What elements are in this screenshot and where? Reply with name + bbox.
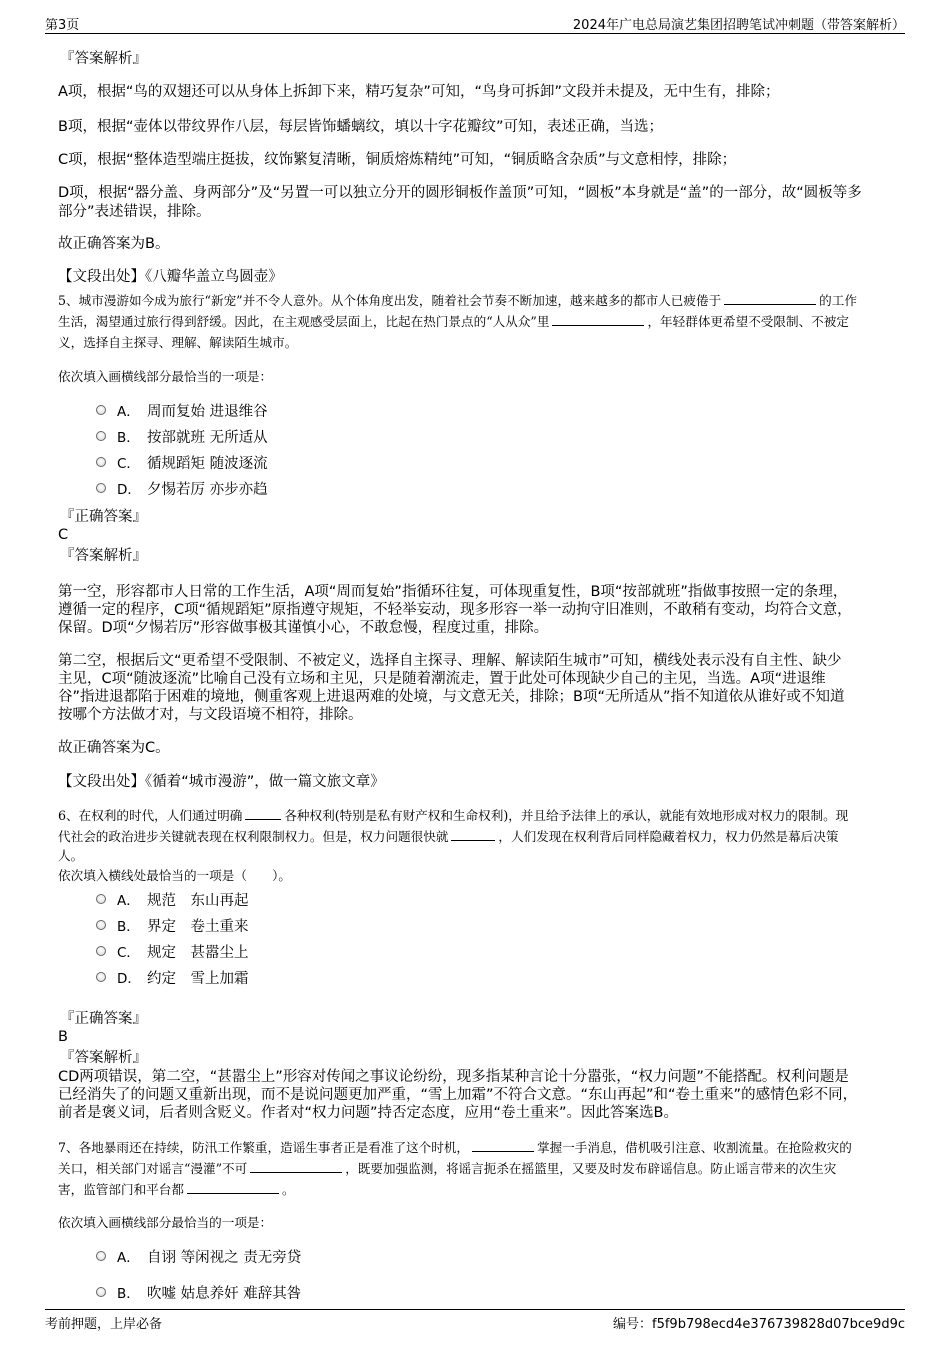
footer-divider — [45, 1309, 905, 1310]
q6-prompt: 依次填入横线处最恰当的一项是（ ）。 — [58, 868, 291, 883]
q4-source: 【文段出处】《八瓣华盖立鸟圆壶》 — [58, 269, 283, 285]
radio-icon[interactable] — [96, 1251, 106, 1261]
q5-para2-line1: 第二空，根据后文“更希望不受限制、不被定义，选择自主探寻、理解、解读陌生城市”可知，横线处表示没有自主性、缺少 — [58, 653, 842, 669]
q6-option-b[interactable]: B． 界定 卷土重来 — [96, 915, 249, 935]
q4-analysis-c: C项，根据“整体造型端庄挺拔，纹饰繁复清晰，铜质熔炼精纯”可知，“铜质略含杂质”与文意相悖，排除； — [58, 152, 737, 168]
q7-blank-3 — [187, 1181, 279, 1194]
q4-analysis-b: B项，根据“壶体以带纹界作八层，每层皆饰蟠螭纹，填以十字花瓣纹”可知，表述正确，当选； — [58, 119, 663, 135]
q5-stem-line1: 5、城市漫游如今成为旅行“新宠”并不令人意外。从个体角度出发，随着社会节奏不断加速，越来越多的都市人已疲倦于 的工作 — [58, 293, 857, 308]
radio-icon[interactable] — [96, 946, 106, 956]
q5-para1-line2: 遵循一定的程序，C项“循规蹈矩”原指遵守规矩，不轻举妄动，现多形容一举一动拘守旧准则，不敢稍有变动，均符合文意， — [58, 602, 852, 618]
radio-icon[interactable] — [96, 483, 106, 493]
q6-stem-line2: 代社会的政治进步关键就表现在权利限制权力。但是，权力问题很快就 ，人们发现在权利背后同样隐藏着权力，权力仍然是幕后决策 — [58, 829, 839, 844]
q5-prompt: 依次填入画横线部分最恰当的一项是： — [58, 369, 273, 384]
q5-conclusion: 故正确答案为C。 — [58, 740, 170, 756]
q6-analysis-label: 『答案解析』 — [60, 1050, 147, 1066]
page-number: 第3页 — [45, 18, 80, 33]
q7-blank-1 — [472, 1139, 534, 1152]
radio-icon[interactable] — [96, 894, 106, 904]
q6-stem-line3: 人。 — [58, 848, 84, 863]
q5-option-b[interactable]: B． 按部就班 无所适从 — [96, 426, 268, 446]
q6-correct-label: 『正确答案』 — [60, 1011, 147, 1027]
q6-analysis-line2: 已经消失了的问题又重新出现，而不是说问题更加严重，“雪上加霜”不符合文意。“东山再起”和“卷土重来”的感情色彩不同， — [58, 1087, 858, 1103]
q6-blank-1 — [245, 807, 281, 820]
q6-correct-answer: B — [58, 1029, 68, 1045]
q7-blank-2 — [250, 1160, 342, 1173]
q7-option-b[interactable]: B． 吹嘘 姑息养奸 难辞其咎 — [96, 1282, 301, 1302]
q6-option-a[interactable]: A． 规范 东山再起 — [96, 889, 249, 909]
q6-blank-2 — [451, 828, 495, 841]
q5-blank-1 — [724, 292, 816, 305]
q5-correct-answer: C — [58, 527, 69, 543]
footer-slogan: 考前押题，上岸必备 — [45, 1317, 163, 1332]
footer-code: 编号：f5f9b798ecd4e376739828d07bce9d9c — [612, 1317, 905, 1332]
q5-correct-label: 『正确答案』 — [60, 509, 147, 525]
radio-icon[interactable] — [96, 972, 106, 982]
q6-option-d[interactable]: D． 约定 雪上加霜 — [96, 967, 249, 987]
q6-stem-line1: 6、在权利的时代，人们通过明确 各种权利(特别是私有财产权和生命权利)，并且给予法律上的承认，就能有效地形成对权力的限制。现 — [58, 808, 849, 823]
q7-stem-line1: 7、各地暴雨还在持续，防汛工作繁重，造谣生事者正是看准了这个时机， 掌握一手消息，借机吸引注意、收割流量。在抢险救灾的 — [58, 1140, 852, 1155]
q5-option-a[interactable]: A． 周而复始 进退维谷 — [96, 400, 268, 420]
q5-analysis-label: 『答案解析』 — [60, 548, 147, 564]
q5-stem-line3: 义，选择自主探寻、理解、解读陌生城市。 — [58, 335, 298, 350]
q6-analysis-line3: 前者是褒义词，后者则含贬义。作者对“权力问题”持否定态度，应用“卷土重来”。因此答案选B。 — [58, 1105, 678, 1121]
q5-option-c[interactable]: C． 循规蹈矩 随波逐流 — [96, 452, 268, 472]
header-divider — [45, 33, 905, 34]
document-title: 2024年广电总局演艺集团招聘笔试冲刺题（带答案解析） — [572, 18, 905, 33]
q7-prompt: 依次填入画横线部分最恰当的一项是： — [58, 1215, 273, 1230]
q4-conclusion: 故正确答案为B。 — [58, 236, 170, 252]
q4-analysis-a: A项，根据“鸟的双翅还可以从身体上拆卸下来，精巧复杂”可知，“鸟身可拆卸”文段并未提及，无中生有，排除； — [58, 84, 780, 100]
q5-para1-line3: 保留。D项“夕惕若厉”形容做事极其谨慎小心，不敢怠慢，程度过重，排除。 — [58, 620, 549, 636]
q5-blank-2 — [552, 313, 644, 326]
q4-analysis-label: 『答案解析』 — [60, 51, 147, 67]
q5-stem-line2: 生活，渴望通过旅行得到舒缓。因此，在主观感受层面上，比起在热门景点的“人从众”里 ，年轻群体更希望不受限制、不被定 — [58, 314, 849, 329]
q4-analysis-d-line1: D项，根据“器分盖、身两部分”及“另置一可以独立分开的圆形铜板作盖顶”可知，“圆板”本身就是“盖”的一部分，故“圆板等多 — [58, 185, 862, 201]
radio-icon[interactable] — [96, 920, 106, 930]
q6-option-c[interactable]: C． 规定 甚嚣尘上 — [96, 941, 249, 961]
radio-icon[interactable] — [96, 457, 106, 467]
radio-icon[interactable] — [96, 431, 106, 441]
q7-stem-line2: 关口，相关部门对谣言“漫灌”不可 ，既要加强监测，将谣言扼杀在摇篮里，又要及时发布辟谣信息。防止谣言带来的次生灾 — [58, 1161, 837, 1176]
q5-para2-line3: 谷”指进退都陷于困难的境地，侧重客观上进退两难的处境，与文意无关，排除；B项“无所适从”指不知道依从谁好或不知道 — [58, 689, 845, 705]
q4-analysis-d-line2: 部分”表述错误，排除。 — [58, 204, 211, 220]
q5-option-d[interactable]: D． 夕惕若厉 亦步亦趋 — [96, 478, 268, 498]
q7-stem-line3: 害，监管部门和平台都 。 — [58, 1182, 295, 1197]
q5-para1-line1: 第一空，形容都市人日常的工作生活，A项“周而复始”指循环往复，可体现重复性，B项“按部就班”指做事按照一定的条理， — [58, 584, 848, 600]
q7-option-a[interactable]: A． 自诩 等闲视之 责无旁贷 — [96, 1246, 301, 1266]
q5-source: 【文段出处】《循着“城市漫游”，做一篇文旅文章》 — [58, 774, 385, 790]
radio-icon[interactable] — [96, 405, 106, 415]
q6-analysis-line1: CD两项错误，第二空，“甚嚣尘上”形容对传闻之事议论纷纷，现多指某种言论十分嚣张，“权力问题”不能搭配。权利问题是 — [58, 1069, 849, 1085]
q5-para2-line4: 按哪个方法做才对，与文段语境不相符，排除。 — [58, 707, 363, 723]
q5-para2-line2: 主见，C项“随波逐流”比喻自己没有立场和主见，只是随着潮流走，置于此处可体现缺少自己的主见，当选。A项“进退维 — [58, 671, 826, 687]
radio-icon[interactable] — [96, 1287, 106, 1297]
